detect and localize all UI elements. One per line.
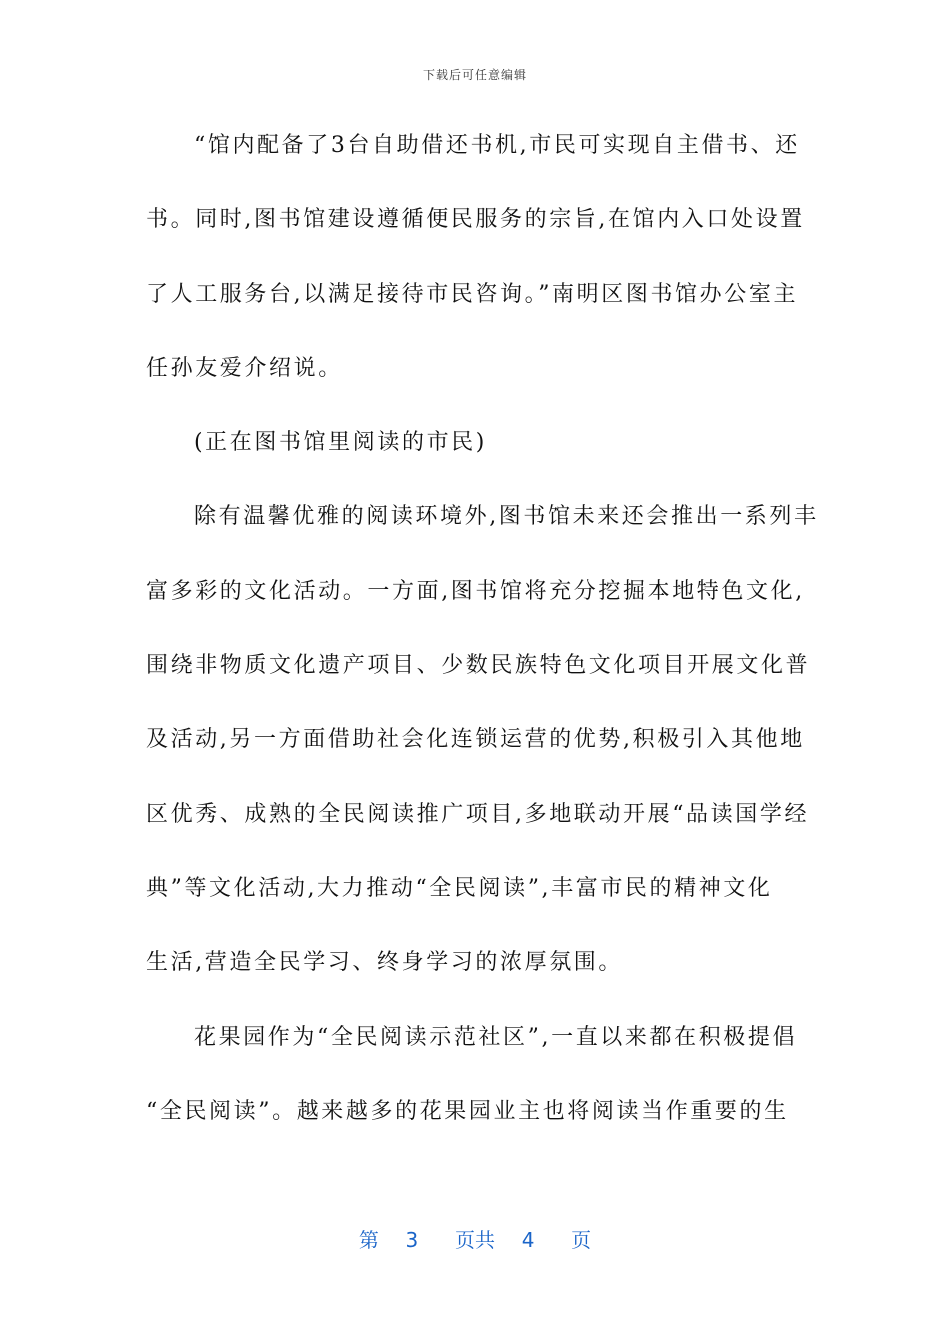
text-line: 及活动,另一方面借助社会化连锁运营的优势,积极引入其他地: [146, 727, 805, 753]
document-body: [146, 121, 819, 1161]
text-line: 典”等文化活动,大力推动“全民阅读”,丰富市民的精神文化: [146, 875, 773, 901]
page-label-mid: 页共: [455, 1228, 495, 1252]
text-line: 任孙友爱介绍说。: [146, 355, 343, 381]
text-line: 花果园作为“全民阅读示范社区”,一直以来都在积极提倡: [194, 1024, 798, 1050]
page-header: 下载后可任意编辑: [422, 68, 527, 82]
text-line: 除有温馨优雅的阅读环境外,图书馆未来还会推出一系列丰: [194, 504, 819, 530]
text-line: “全民阅读”。越来越多的花果园业主也将阅读当作重要的生: [146, 1098, 789, 1124]
text-line: “馆内配备了3台自助借还书机,市民可实现自主借书、还: [194, 133, 800, 158]
text-line: 生活,营造全民学习、终身学习的浓厚氛围。: [146, 950, 623, 976]
page-label-prefix: 第: [358, 1228, 379, 1252]
text-line: 了人工服务台,以满足接待市民咨询。”南明区图书馆办公室主: [146, 281, 799, 307]
current-page-number: 3: [405, 1228, 419, 1252]
image-caption: (正在图书馆里阅读的市民): [194, 430, 487, 456]
text-line: 富多彩的文化活动。一方面,图书馆将充分挖掘本地特色文化,: [146, 578, 805, 604]
text-line: 区优秀、成熟的全民阅读推广项目,多地联动开展“品读国学经: [146, 801, 810, 827]
text-line: 书。同时,图书馆建设遵循便民服务的宗旨,在馆内入口处设置: [146, 207, 805, 233]
total-pages-number: 4: [521, 1228, 535, 1252]
text-line: 围绕非物质文化遗产项目、少数民族特色文化项目开展文化普: [146, 653, 811, 679]
page-label-suffix: 页: [571, 1228, 592, 1252]
page-number-footer: [0, 1224, 950, 1253]
